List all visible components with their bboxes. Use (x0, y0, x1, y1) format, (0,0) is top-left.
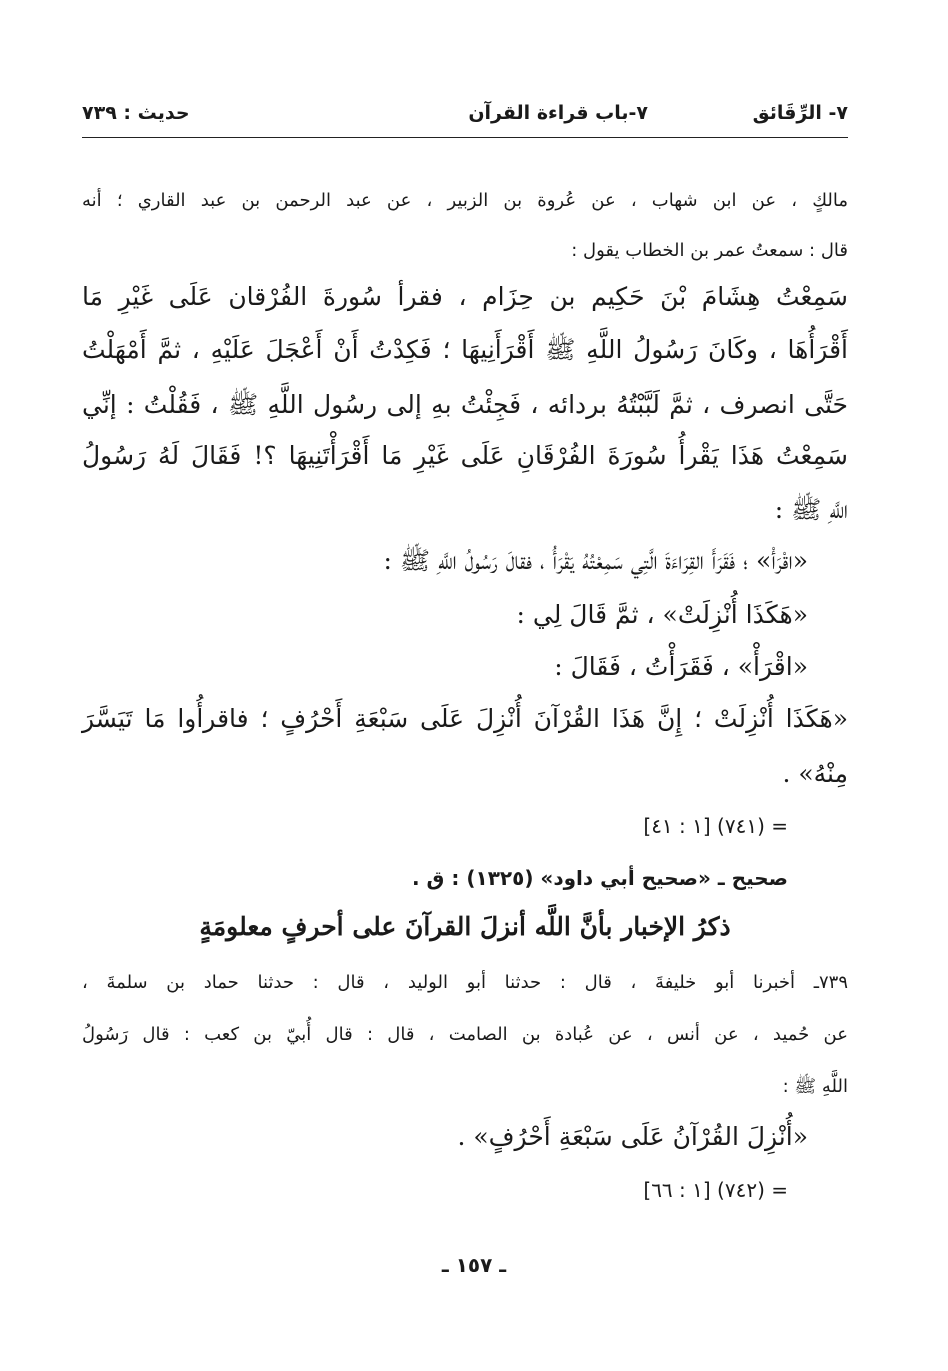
hadith-text-line: حَتَّى انصرف ، ثمَّ لَبَّبْتُهُ بردائه ، فَجِئْتُ بهِ إلى رسُول اللَّهِ ﷺ ، فَقُلْتُ : إنِّي (82, 390, 848, 419)
hadith-text-line: اللَّهِ ﷺ : (774, 495, 848, 524)
cross-reference: = (٧٤٢) [١ : ٦٦] (643, 1178, 788, 1202)
isnad-line: ٧٣٩ـ أخبرنا أبو خليفةَ ، قال : حدثنا أبو الوليد ، قال : حدثنا حماد بن سلمةَ ، (82, 972, 848, 993)
hadith-text-line: «اقْرَأْ» ؛ فَقَرَأَ القِرَاءَةَ الَّتِي سَمِعْتُهُ يَقْرَأُ ، فقالَ رَسُولُ اللَّهِ ﷺ : (383, 546, 808, 575)
isnad-line: قال : سمعتُ عمر بن الخطاب يقول : (571, 240, 848, 261)
hadith-text-line: مِنْهُ» . (782, 759, 848, 788)
page-header (82, 98, 848, 134)
isnad-line: مالكٍ ، عن ابن شهاب ، عن عُروة بن الزبير ، عن عبد الرحمن بن عبد القاري ؛ أنه (82, 190, 848, 211)
chapter-title: ذكرُ الإخبار بأنَّ اللَّه أنزلَ القرآنَ على أحرفٍ معلومَةٍ (199, 912, 731, 941)
hadith-text-line: «هَكَذَا أُنْزِلَتْ» ، ثمَّ قَالَ لِي : (516, 600, 808, 629)
cross-reference: = (٧٤١) [١ : ٤١] (643, 814, 788, 838)
page-number: ـ ١٥٧ ـ (441, 1253, 507, 1277)
hadith-number-heading: حديث : ٧٣٩ (82, 102, 190, 124)
hadith-text-line: «أُنْزِلَ القُرْآنُ عَلَى سَبْعَةِ أَحْرُفٍ» . (457, 1122, 808, 1151)
header-divider (82, 137, 848, 138)
hadith-text-line: «اقْرَأْ» ، فَقَرَأْتُ ، فَقَالَ : (554, 652, 808, 681)
chapter-heading: ٧- الرِّقَائق (752, 102, 848, 124)
isnad-line: اللَّهِ ﷺ : (782, 1076, 848, 1097)
isnad-line: عن حُميد ، عن أنس ، عن عُبادة بن الصامت ، قال : قال أُبيّ بن كعب : قال رَسُولُ (82, 1024, 848, 1045)
hadith-text-line: أَقْرَأُهَا ، وكَانَ رَسُولُ اللَّهِ ﷺ أَقْرَأَنِيهَا ؛ فَكِدْتُ أَنْ أَعْجَلَ عَلَيْهِ ، ثمَّ أَمْهَلْتُ (82, 335, 848, 364)
hadith-grading: صحيح ـ «صحيح أبي داود» (١٣٢٥) : ق . (411, 866, 788, 890)
hadith-text-line: سَمِعْتُ هَذَا يَقْرأُ سُورَةَ الفُرْقَانِ عَلَى غَيْرِ مَا أَقْرَأْتَنِيهَا ؟! فَقَالَ لَهُ رَسُولُ (82, 441, 848, 470)
section-heading: ٧-باب قراءة القرآن (468, 102, 648, 124)
hadith-text-line: «هَكَذَا أُنْزِلَتْ ؛ إِنَّ هَذَا القُرْآنَ أُنْزِلَ عَلَى سَبْعَةِ أَحْرُفٍ ؛ فاقرأُوا مَا تَيَسَّرَ (82, 704, 848, 733)
hadith-text-line: سَمِعْتُ هِشَامَ بْنَ حَكِيم بن حِزَام ، فقرأ سُورةَ الفُرْقان عَلَى غَيْرِ مَا (82, 282, 848, 311)
